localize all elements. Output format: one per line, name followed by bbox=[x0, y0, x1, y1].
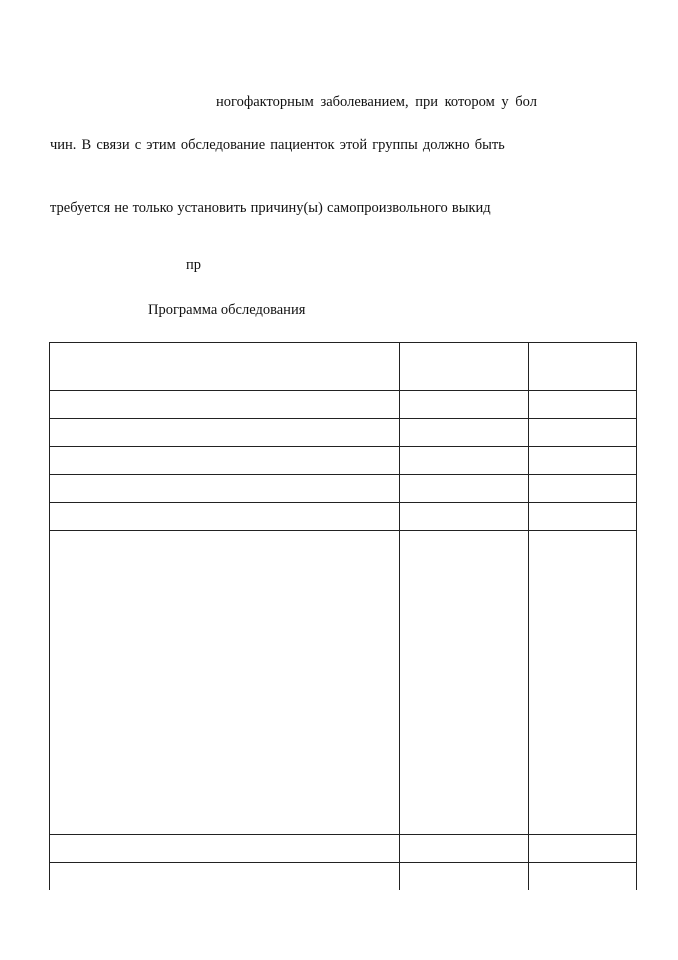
column-divider-2 bbox=[528, 343, 529, 890]
row-divider-8 bbox=[50, 862, 636, 863]
row-divider-5 bbox=[50, 502, 636, 503]
text-line-4: пр bbox=[186, 257, 202, 273]
row-divider-7 bbox=[50, 834, 636, 835]
row-divider-4 bbox=[50, 474, 636, 475]
examination-table bbox=[49, 342, 637, 890]
row-divider-1 bbox=[50, 390, 636, 391]
text-line-1: ногофакторным заболеванием, при котором у бол bbox=[216, 94, 537, 110]
row-divider-3 bbox=[50, 446, 636, 447]
text-line-3: требуется не только установить причину(ы) самопроизвольного выкид bbox=[50, 200, 491, 216]
row-divider-6 bbox=[50, 530, 636, 531]
text-line-2: чин. В связи с этим обследование пациенток этой группы должно быть bbox=[50, 137, 505, 153]
column-divider-1 bbox=[399, 343, 400, 890]
row-divider-2 bbox=[50, 418, 636, 419]
table-caption: Программа обследования bbox=[148, 302, 306, 318]
